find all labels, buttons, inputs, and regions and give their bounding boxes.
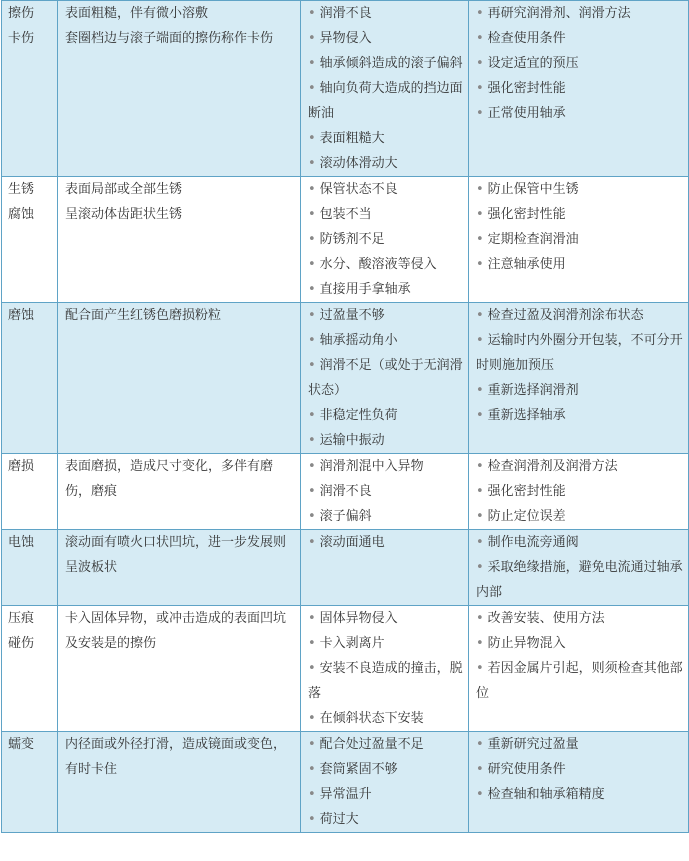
bullet-icon: • bbox=[476, 182, 484, 197]
cause-item-text: 防锈剂不足 bbox=[319, 232, 385, 247]
bullet-icon: • bbox=[308, 737, 316, 752]
condition-cell bbox=[58, 454, 301, 530]
measure-item bbox=[476, 76, 684, 101]
condition-line bbox=[65, 202, 296, 227]
measure-item bbox=[476, 555, 684, 605]
cause-item-text: 套筒紧固不够 bbox=[319, 762, 398, 777]
bullet-icon: • bbox=[308, 232, 316, 247]
bullet-icon: • bbox=[308, 661, 316, 676]
cause-item-text: 在倾斜状态下安装 bbox=[319, 711, 424, 726]
bullet-icon: • bbox=[308, 282, 316, 297]
cause-item bbox=[308, 454, 464, 479]
measure-item-text: 防止定位误差 bbox=[487, 509, 566, 524]
condition-line bbox=[65, 530, 296, 580]
table-row bbox=[2, 1, 689, 177]
measure-item-text: 设定适宜的预压 bbox=[487, 56, 579, 71]
measure-item bbox=[476, 403, 684, 428]
failure-type bbox=[8, 732, 53, 757]
measure-item-text: 检查润滑剂及润滑方法 bbox=[487, 459, 618, 474]
cause-item bbox=[308, 303, 464, 328]
condition-cell bbox=[58, 1, 301, 177]
cause-item bbox=[308, 530, 464, 555]
measure-item bbox=[476, 328, 684, 378]
table-row bbox=[2, 606, 689, 732]
causes-cell bbox=[301, 454, 469, 530]
bullet-icon: • bbox=[476, 31, 484, 46]
condition-line bbox=[65, 177, 296, 202]
cause-item-text: 润滑剂混中入异物 bbox=[319, 459, 424, 474]
cause-item bbox=[308, 504, 464, 529]
measure-item bbox=[476, 479, 684, 504]
condition-line bbox=[65, 1, 296, 26]
cause-item-text: 荷过大 bbox=[319, 812, 359, 827]
measure-item bbox=[476, 656, 684, 706]
cause-item-text: 安装不良造成的撞击，脱落 bbox=[308, 661, 463, 701]
bullet-icon: • bbox=[308, 711, 316, 726]
failure-type bbox=[8, 202, 53, 227]
measure-item-text: 改善安装、使用方法 bbox=[487, 611, 605, 626]
failure-type-text: 压痕 bbox=[8, 611, 35, 626]
bullet-icon: • bbox=[308, 812, 316, 827]
bearing-failure-table bbox=[1, 0, 689, 833]
bullet-icon: • bbox=[308, 333, 316, 348]
cause-item bbox=[308, 51, 464, 76]
bullet-icon: • bbox=[476, 106, 484, 121]
failure-type-cell bbox=[2, 732, 58, 833]
condition-line-text: 内径面或外径打滑，造成镜面或变色，有时卡住 bbox=[65, 737, 287, 777]
condition-line-text: 套圈档边与滚子端面的擦伤称作卡伤 bbox=[65, 31, 274, 46]
cause-item-text: 保管状态不良 bbox=[319, 182, 398, 197]
measure-item-text: 运输时内外圈分开包装，不可分开时则施加预压 bbox=[476, 333, 683, 373]
bullet-icon: • bbox=[308, 308, 316, 323]
condition-line bbox=[65, 454, 296, 504]
condition-line bbox=[65, 26, 296, 51]
bullet-icon: • bbox=[308, 484, 316, 499]
measure-item bbox=[476, 177, 684, 202]
measure-item-text: 检查轴和轴承箱精度 bbox=[487, 787, 605, 802]
bullet-icon: • bbox=[308, 156, 316, 171]
bullet-icon: • bbox=[308, 408, 316, 423]
cause-item bbox=[308, 606, 464, 631]
measure-item bbox=[476, 26, 684, 51]
measures-cell bbox=[469, 177, 689, 303]
measure-item bbox=[476, 378, 684, 403]
measure-item-text: 采取绝缘措施，避免电流通过轴承内部 bbox=[476, 560, 683, 600]
failure-type-text: 磨损 bbox=[8, 459, 35, 474]
bullet-icon: • bbox=[308, 6, 316, 21]
cause-item-text: 配合处过盈量不足 bbox=[319, 737, 424, 752]
measure-item bbox=[476, 732, 684, 757]
failure-type bbox=[8, 606, 53, 631]
cause-item bbox=[308, 126, 464, 151]
measure-item-text: 研究使用条件 bbox=[487, 762, 566, 777]
causes-cell bbox=[301, 1, 469, 177]
condition-line-text: 表面局部或全部生锈 bbox=[65, 182, 183, 197]
condition-line-text: 卡入固体异物，或冲击造成的表面凹坑及安装是的擦伤 bbox=[65, 611, 287, 651]
bullet-icon: • bbox=[308, 257, 316, 272]
measure-item-text: 强化密封性能 bbox=[487, 484, 566, 499]
measure-item bbox=[476, 606, 684, 631]
cause-item-text: 水分、酸溶液等侵入 bbox=[319, 257, 437, 272]
bullet-icon: • bbox=[308, 358, 316, 373]
cause-item bbox=[308, 76, 464, 126]
cause-item bbox=[308, 757, 464, 782]
cause-item bbox=[308, 428, 464, 453]
cause-item bbox=[308, 227, 464, 252]
cause-item-text: 过盈量不够 bbox=[319, 308, 385, 323]
cause-item-text: 轴承摇动角小 bbox=[319, 333, 398, 348]
failure-type-cell bbox=[2, 530, 58, 606]
table-row bbox=[2, 454, 689, 530]
bullet-icon: • bbox=[476, 257, 484, 272]
measure-item-text: 重新选择润滑剂 bbox=[487, 383, 579, 398]
failure-type bbox=[8, 1, 53, 26]
cause-item-text: 润滑不足（或处于无润滑状态） bbox=[308, 358, 463, 398]
failure-type-cell bbox=[2, 606, 58, 732]
cause-item bbox=[308, 353, 464, 403]
measures-cell bbox=[469, 530, 689, 606]
bullet-icon: • bbox=[308, 787, 316, 802]
cause-item-text: 滚动面通电 bbox=[319, 535, 385, 550]
condition-cell bbox=[58, 177, 301, 303]
measures-cell bbox=[469, 606, 689, 732]
failure-type bbox=[8, 303, 53, 328]
condition-line-text: 表面粗糙，伴有微小溶敷 bbox=[65, 6, 209, 21]
bullet-icon: • bbox=[476, 535, 484, 550]
failure-type-cell bbox=[2, 1, 58, 177]
failure-type-text: 生锈 bbox=[8, 182, 35, 197]
cause-item bbox=[308, 252, 464, 277]
failure-type-cell bbox=[2, 303, 58, 454]
condition-line bbox=[65, 606, 296, 656]
measure-item-text: 重新研究过盈量 bbox=[487, 737, 579, 752]
bullet-icon: • bbox=[308, 182, 316, 197]
condition-line-text: 滚动面有喷火口状凹坑，进一步发展则呈波板状 bbox=[65, 535, 287, 575]
measure-item-text: 重新选择轴承 bbox=[487, 408, 566, 423]
measure-item bbox=[476, 1, 684, 26]
bullet-icon: • bbox=[308, 31, 316, 46]
cause-item-text: 直接用手拿轴承 bbox=[319, 282, 411, 297]
measure-item-text: 注意轴承使用 bbox=[487, 257, 566, 272]
bullet-icon: • bbox=[476, 408, 484, 423]
failure-type-cell bbox=[2, 454, 58, 530]
cause-item-text: 滚动体滑动大 bbox=[319, 156, 398, 171]
cause-item-text: 轴向负荷大造成的挡边面断油 bbox=[308, 81, 463, 121]
cause-item-text: 异物侵入 bbox=[319, 31, 372, 46]
table-row bbox=[2, 303, 689, 454]
bullet-icon: • bbox=[476, 611, 484, 626]
bullet-icon: • bbox=[476, 737, 484, 752]
measures-cell bbox=[469, 454, 689, 530]
failure-type-text: 蠕变 bbox=[8, 737, 35, 752]
bullet-icon: • bbox=[308, 56, 316, 71]
failure-type-text: 碰伤 bbox=[8, 636, 35, 651]
bullet-icon: • bbox=[476, 232, 484, 247]
table-row bbox=[2, 732, 689, 833]
cause-item bbox=[308, 403, 464, 428]
cause-item bbox=[308, 202, 464, 227]
table-body bbox=[2, 1, 689, 833]
bullet-icon: • bbox=[308, 611, 316, 626]
measure-item bbox=[476, 51, 684, 76]
bullet-icon: • bbox=[308, 459, 316, 474]
condition-line-text: 表面磨损，造成尺寸变化，多伴有磨伤，磨痕 bbox=[65, 459, 274, 499]
condition-cell bbox=[58, 606, 301, 732]
failure-type-text: 卡伤 bbox=[8, 31, 35, 46]
table-row bbox=[2, 530, 689, 606]
bullet-icon: • bbox=[308, 535, 316, 550]
cause-item-text: 异常温升 bbox=[319, 787, 372, 802]
measure-item-text: 若因金属片引起，则须检查其他部位 bbox=[476, 661, 683, 701]
cause-item bbox=[308, 277, 464, 302]
cause-item bbox=[308, 782, 464, 807]
measure-item-text: 再研究润滑剂、润滑方法 bbox=[487, 6, 631, 21]
cause-item bbox=[308, 479, 464, 504]
measure-item bbox=[476, 227, 684, 252]
measure-item bbox=[476, 782, 684, 807]
bullet-icon: • bbox=[476, 484, 484, 499]
measure-item bbox=[476, 252, 684, 277]
failure-type bbox=[8, 454, 53, 479]
cause-item-text: 固体异物侵入 bbox=[319, 611, 398, 626]
condition-line-text: 配合面产生红锈色磨损粉粒 bbox=[65, 308, 222, 323]
bullet-icon: • bbox=[308, 509, 316, 524]
cause-item-text: 轴承倾斜造成的滚子偏斜 bbox=[319, 56, 463, 71]
bullet-icon: • bbox=[476, 6, 484, 21]
measure-item-text: 检查过盈及润滑剂涂布状态 bbox=[487, 308, 644, 323]
cause-item-text: 润滑不良 bbox=[319, 6, 372, 21]
measures-cell bbox=[469, 732, 689, 833]
measure-item-text: 强化密封性能 bbox=[487, 81, 566, 96]
measure-item-text: 定期检查润滑油 bbox=[487, 232, 579, 247]
measures-cell bbox=[469, 303, 689, 454]
cause-item-text: 润滑不良 bbox=[319, 484, 372, 499]
causes-cell bbox=[301, 530, 469, 606]
failure-type-cell bbox=[2, 177, 58, 303]
cause-item-text: 表面粗糙大 bbox=[319, 131, 385, 146]
cause-item bbox=[308, 1, 464, 26]
bullet-icon: • bbox=[476, 636, 484, 651]
condition-line bbox=[65, 732, 296, 782]
bullet-icon: • bbox=[476, 787, 484, 802]
bullet-icon: • bbox=[476, 383, 484, 398]
causes-cell bbox=[301, 177, 469, 303]
bullet-icon: • bbox=[476, 308, 484, 323]
measure-item bbox=[476, 454, 684, 479]
measure-item-text: 防止异物混入 bbox=[487, 636, 566, 651]
bullet-icon: • bbox=[476, 207, 484, 222]
measure-item-text: 制作电流旁通阀 bbox=[487, 535, 579, 550]
condition-cell bbox=[58, 530, 301, 606]
cause-item bbox=[308, 807, 464, 832]
failure-type bbox=[8, 631, 53, 656]
failure-type bbox=[8, 177, 53, 202]
table-row bbox=[2, 177, 689, 303]
bullet-icon: • bbox=[476, 560, 484, 575]
measure-item bbox=[476, 504, 684, 529]
bullet-icon: • bbox=[308, 81, 316, 96]
condition-line bbox=[65, 303, 296, 328]
measure-item bbox=[476, 101, 684, 126]
bullet-icon: • bbox=[476, 56, 484, 71]
cause-item bbox=[308, 732, 464, 757]
bullet-icon: • bbox=[476, 459, 484, 474]
condition-cell bbox=[58, 303, 301, 454]
failure-type-text: 磨蚀 bbox=[8, 308, 35, 323]
failure-type-text: 腐蚀 bbox=[8, 207, 35, 222]
measure-item-text: 强化密封性能 bbox=[487, 207, 566, 222]
failure-type bbox=[8, 530, 53, 555]
measure-item bbox=[476, 757, 684, 782]
bullet-icon: • bbox=[476, 661, 484, 676]
measure-item-text: 正常使用轴承 bbox=[487, 106, 566, 121]
causes-cell bbox=[301, 732, 469, 833]
cause-item-text: 滚子偏斜 bbox=[319, 509, 372, 524]
bullet-icon: • bbox=[308, 207, 316, 222]
bullet-icon: • bbox=[476, 762, 484, 777]
bullet-icon: • bbox=[308, 131, 316, 146]
failure-type bbox=[8, 26, 53, 51]
condition-cell bbox=[58, 732, 301, 833]
bullet-icon: • bbox=[308, 636, 316, 651]
cause-item bbox=[308, 631, 464, 656]
bullet-icon: • bbox=[308, 762, 316, 777]
measure-item-text: 检查使用条件 bbox=[487, 31, 566, 46]
measure-item bbox=[476, 631, 684, 656]
cause-item-text: 运输中振动 bbox=[319, 433, 385, 448]
causes-cell bbox=[301, 606, 469, 732]
measures-cell bbox=[469, 1, 689, 177]
cause-item bbox=[308, 656, 464, 706]
measure-item bbox=[476, 303, 684, 328]
cause-item bbox=[308, 177, 464, 202]
measure-item bbox=[476, 530, 684, 555]
measure-item-text: 防止保管中生锈 bbox=[487, 182, 579, 197]
cause-item bbox=[308, 26, 464, 51]
condition-line-text: 呈滚动体齿距状生锈 bbox=[65, 207, 183, 222]
cause-item bbox=[308, 328, 464, 353]
cause-item-text: 卡入剥离片 bbox=[319, 636, 385, 651]
bullet-icon: • bbox=[476, 81, 484, 96]
bullet-icon: • bbox=[476, 333, 484, 348]
cause-item-text: 包装不当 bbox=[319, 207, 372, 222]
cause-item bbox=[308, 706, 464, 731]
cause-item bbox=[308, 151, 464, 176]
failure-type-text: 电蚀 bbox=[8, 535, 35, 550]
bullet-icon: • bbox=[308, 433, 316, 448]
bullet-icon: • bbox=[476, 509, 484, 524]
failure-type-text: 擦伤 bbox=[8, 6, 35, 21]
cause-item-text: 非稳定性负荷 bbox=[319, 408, 398, 423]
causes-cell bbox=[301, 303, 469, 454]
measure-item bbox=[476, 202, 684, 227]
